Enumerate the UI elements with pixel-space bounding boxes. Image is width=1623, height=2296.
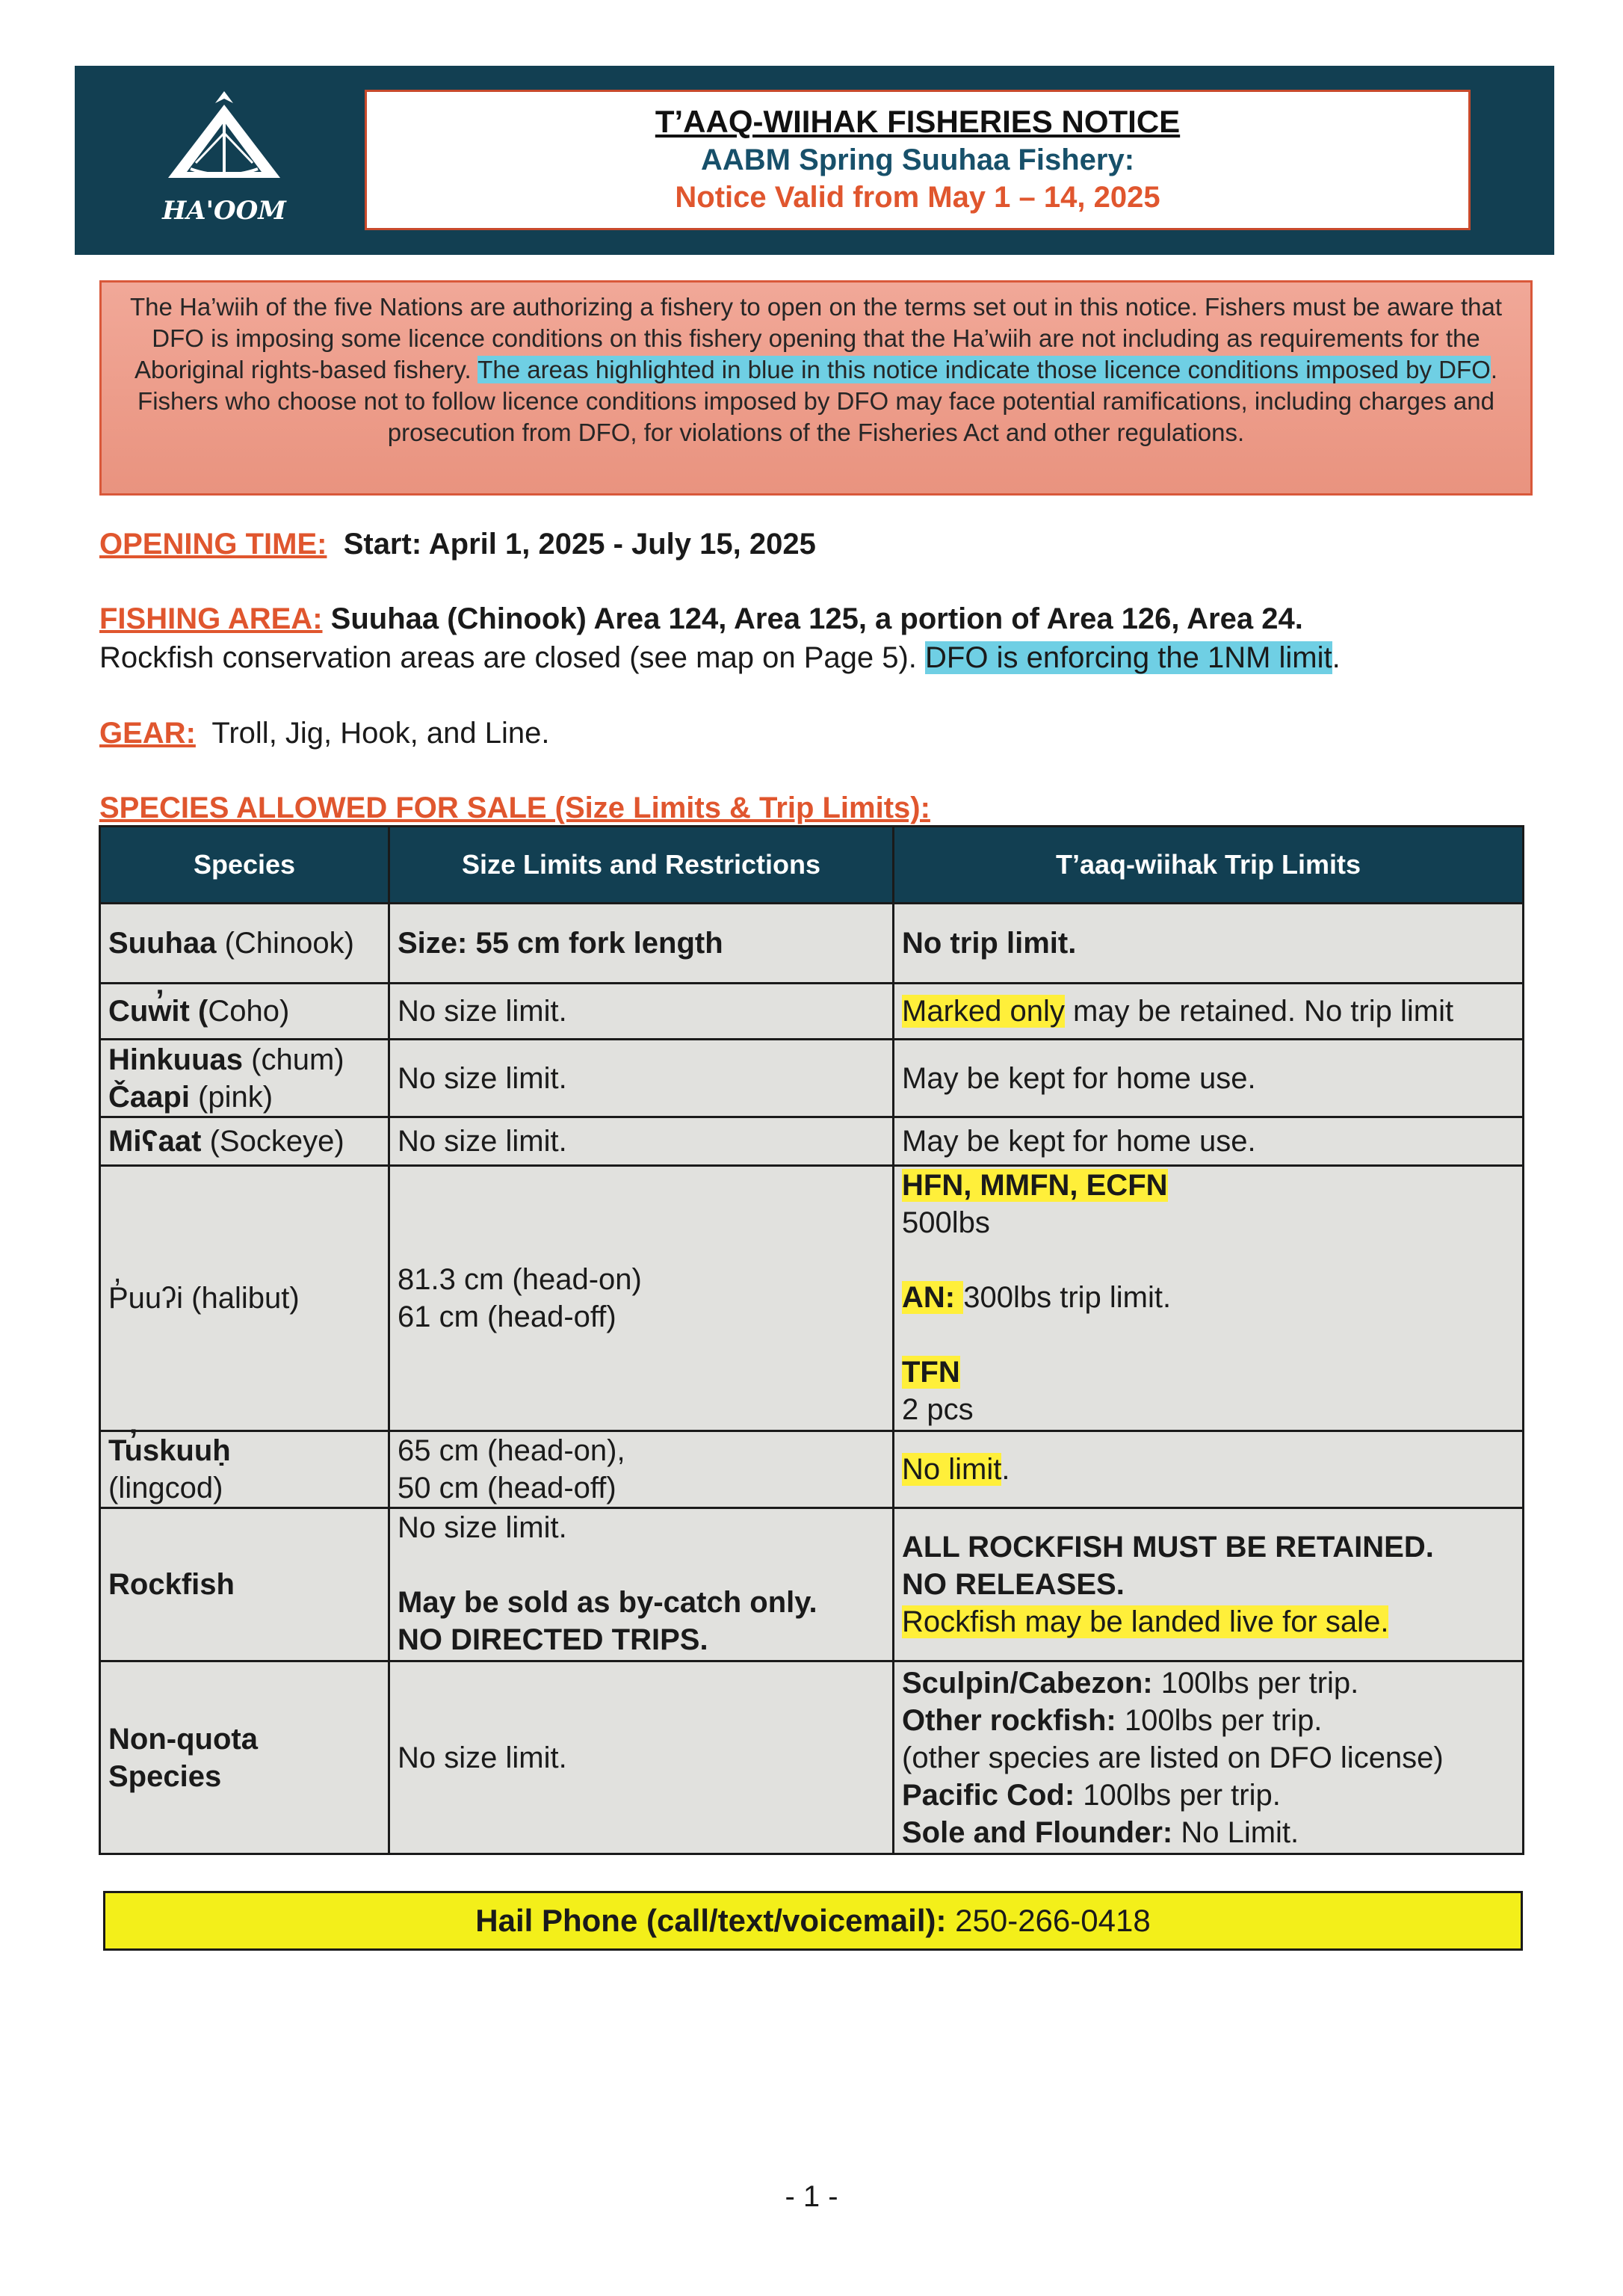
- species-cell: [100, 1040, 389, 1117]
- size-cell: [389, 1166, 894, 1431]
- species-common: Coho): [208, 995, 290, 1028]
- logo-text: HA'OOM: [162, 196, 286, 226]
- table-row: [100, 1117, 1524, 1166]
- table-row: [100, 1661, 1524, 1854]
- hail-phone-label: Hail Phone (call/text/voicemail):: [475, 1903, 947, 1938]
- species-heading-text: SPECIES ALLOWED FOR SALE (Size Limits & Trip Limits):: [99, 791, 930, 824]
- species-name: Species: [108, 1759, 222, 1793]
- trip-cell: [894, 1661, 1524, 1854]
- fishing-area-section: [99, 599, 1341, 677]
- notice-validity: Notice Valid from May 1 – 14, 2025: [675, 181, 1160, 214]
- size-cell: No size limit.: [389, 1040, 894, 1117]
- trip-item-label: Other rockfish:: [902, 1703, 1116, 1737]
- size-line: 50 cm (head-off): [398, 1472, 616, 1505]
- trip-item-label: Pacific Cod:: [902, 1778, 1075, 1812]
- size-cell: [389, 1508, 894, 1661]
- fishing-area-value: Suuhaa (Chinook) Area 124, Area 125, a portion of Area 126, Area 24.: [330, 602, 1303, 635]
- hail-phone-bar: [103, 1891, 1523, 1951]
- species-common: (pink): [189, 1080, 273, 1114]
- size-line: No size limit.: [398, 1511, 567, 1544]
- species-name: Non-quota: [108, 1722, 258, 1756]
- species-common: (lingcod): [108, 1472, 223, 1505]
- header-size-limits: Size Limits and Restrictions: [389, 827, 894, 904]
- trip-group-value: 500lbs: [902, 1206, 990, 1239]
- species-cell: [100, 984, 389, 1040]
- notice-title: T’AAQ-WIIHAK FISHERIES NOTICE: [655, 104, 1181, 139]
- trip-cell: No trip limit.: [894, 904, 1524, 984]
- intro-highlight: The areas highlighted in blue in this notice indicate those licence conditions imposed by DFO: [477, 356, 1491, 383]
- size-line: 65 cm (head-on),: [398, 1434, 625, 1467]
- species-name: Cuw̓it (: [108, 995, 208, 1028]
- size-line: 81.3 cm (head-on): [398, 1263, 642, 1296]
- header-species: Species: [100, 827, 389, 904]
- species-cell: [100, 904, 389, 984]
- trip-cell: [894, 984, 1524, 1040]
- size-cell: No size limit.: [389, 984, 894, 1040]
- trip-item-value: 100lbs per trip.: [1075, 1778, 1281, 1812]
- opening-time-section: [99, 525, 816, 564]
- intro-text-2: . Fishers who choose not to follow licence conditions imposed by DFO may face potential ramifications, including charges and prosecution from DFO, for violations of the Fisheries Act and other regulations.: [137, 356, 1497, 446]
- trip-highlight: Marked only: [902, 995, 1065, 1028]
- species-cell: [100, 1431, 389, 1508]
- trip-group-value: 300lbs trip limit.: [963, 1281, 1172, 1314]
- size-line: NO DIRECTED TRIPS.: [398, 1623, 708, 1656]
- species-name: Hinkuuas: [108, 1043, 244, 1076]
- species-table: [99, 825, 1524, 1855]
- species-heading: [99, 789, 930, 827]
- trip-group-label: TFN: [902, 1356, 960, 1389]
- trip-item-label: Sculpin/Cabezon:: [902, 1666, 1153, 1700]
- size-cell: Size: 55 cm fork length: [389, 904, 894, 984]
- species-common: (Chinook): [216, 927, 354, 960]
- trip-group-value: 2 pcs: [902, 1393, 974, 1426]
- trip-text: may be retained. No trip limit: [1064, 995, 1454, 1028]
- species-common: (chum): [243, 1043, 344, 1076]
- trip-item-value: (other species are listed on DFO license): [902, 1741, 1444, 1774]
- size-cell: No size limit.: [389, 1117, 894, 1166]
- header-banner: [75, 66, 1554, 255]
- table-row: [100, 1508, 1524, 1661]
- gear-section: [99, 714, 549, 753]
- haoom-logo-icon: [149, 88, 299, 238]
- trip-item-value: 100lbs per trip.: [1152, 1666, 1359, 1700]
- trip-cell: [894, 1431, 1524, 1508]
- species-cell: P̓uuʔi (halibut): [100, 1166, 389, 1431]
- header-trip-limits: T’aaq-wiihak Trip Limits: [894, 827, 1524, 904]
- trip-cell: [894, 1508, 1524, 1661]
- opening-time-label: OPENING TIME:: [99, 528, 327, 561]
- trip-highlight: No limit: [902, 1453, 1002, 1486]
- trip-group-label: AN:: [902, 1281, 964, 1314]
- table-row: [100, 1040, 1524, 1117]
- gear-label: GEAR:: [99, 717, 196, 750]
- species-name: Miʕaat: [108, 1125, 202, 1158]
- size-cell: No size limit.: [389, 1661, 894, 1854]
- table-row: [100, 1431, 1524, 1508]
- table-row: [100, 984, 1524, 1040]
- species-common: (Sockeye): [201, 1125, 344, 1158]
- species-cell: Rockfish: [100, 1508, 389, 1661]
- opening-time-value: Start: April 1, 2025 - July 15, 2025: [343, 528, 816, 561]
- species-name: Čaapi: [108, 1080, 190, 1114]
- species-name: Suuhaa: [108, 927, 217, 960]
- fishing-area-note: Rockfish conservation areas are closed (see map on Page 5).: [99, 641, 926, 674]
- intro-disclaimer: [99, 280, 1533, 496]
- page-number: - 1 -: [785, 2180, 838, 2213]
- notice-subtitle: AABM Spring Suuhaa Fishery:: [700, 144, 1135, 176]
- table-row: [100, 1166, 1524, 1431]
- size-line: 61 cm (head-off): [398, 1300, 616, 1333]
- trip-text: .: [1001, 1453, 1010, 1486]
- trip-group-label: HFN, MMFN, ECFN: [902, 1169, 1168, 1202]
- trip-cell: May be kept for home use.: [894, 1040, 1524, 1117]
- trip-item-value: No Limit.: [1172, 1815, 1299, 1849]
- species-name: Tu̓skuuḥ: [108, 1434, 231, 1467]
- trip-cell: [894, 1166, 1524, 1431]
- species-cell: [100, 1661, 389, 1854]
- trip-item-label: Sole and Flounder:: [902, 1815, 1173, 1849]
- fishing-area-label: FISHING AREA:: [99, 602, 323, 635]
- trip-line: ALL ROCKFISH MUST BE RETAINED.: [902, 1531, 1434, 1564]
- hail-phone-number[interactable]: 250-266-0418: [946, 1903, 1151, 1938]
- trip-highlight: Rockfish may be landed live for sale.: [902, 1605, 1389, 1638]
- trip-cell: May be kept for home use.: [894, 1117, 1524, 1166]
- fishing-area-note-end: .: [1332, 641, 1341, 674]
- trip-item-value: 100lbs per trip.: [1116, 1703, 1323, 1737]
- title-box: [365, 90, 1471, 230]
- species-cell: [100, 1117, 389, 1166]
- size-cell: [389, 1431, 894, 1508]
- intro-text-1: The Ha’wiih of the five Nations are authorizing a fishery to open on the terms set out in this notice. Fishers must be aware that DFO is imposing some licence conditions on this fishery opening that the Ha’wiih are not including as requirements for the Aboriginal rights-based fishery.: [129, 293, 1503, 383]
- gear-value: Troll, Jig, Hook, and Line.: [211, 717, 550, 750]
- table-header-row: [100, 827, 1524, 904]
- table-row: [100, 904, 1524, 984]
- size-line: May be sold as by-catch only.: [398, 1586, 817, 1619]
- trip-line: NO RELEASES.: [902, 1568, 1125, 1601]
- fishing-area-dfo-note: DFO is enforcing the 1NM limit: [925, 641, 1332, 674]
